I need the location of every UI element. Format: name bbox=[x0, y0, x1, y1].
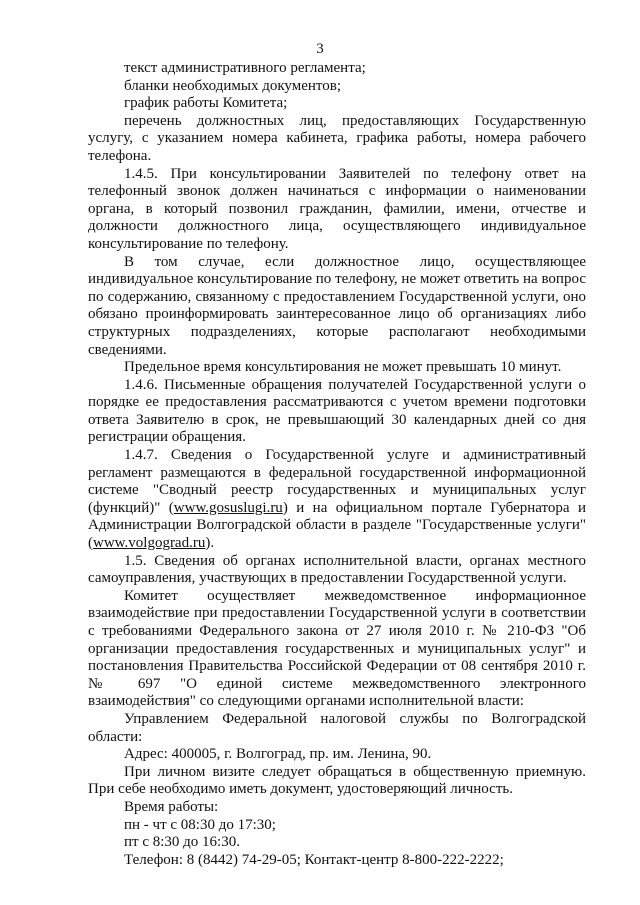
paragraph-tax-office: Управлением Федеральной налоговой службы по Волгоградской области: bbox=[88, 710, 586, 745]
document-body bbox=[88, 60, 586, 869]
paragraph-1-4-7-part-b: ) и на официальном портале Губернатора и Администрации Волгоградской области в разделе "Государственные услуги" ( bbox=[88, 499, 586, 552]
paragraph-committee-interaction: Комитет осуществляет межведомственное информационное взаимодействие при предоставлении Государственной услуги в соответствии с требованиями Федерального закона от 27 июля 2010 г. № 210-ФЗ "Об организации предоставления государственных и муниципальных услуг" и постановления Правительства Российской Федерации от 08 сентября 2010 г. № 697 "О единой системе межведомственного электронного взаимодействия" со следующими органами исполнительной власти: bbox=[88, 587, 586, 710]
list-item-regulation-text: текст административного регламента; bbox=[124, 60, 366, 76]
paragraph-time-limit: Предельное время консультирования не может превышать 10 минут. bbox=[124, 359, 562, 376]
volgograd-link[interactable]: www.volgograd.ru bbox=[93, 535, 206, 552]
paragraph-1-4-5: 1.4.5. При консультировании Заявителей по телефону ответ на телефонный звонок должен начинаться с информации о наименовании органа, в который позвонил гражданин, фамилии, имени, отчестве и должности должностного лица, осуществляющего индивидуальное консультирование по телефону. bbox=[88, 165, 586, 252]
paragraph-address: Адрес: 400005, г. Волгоград, пр. им. Ленина, 90. bbox=[124, 746, 432, 763]
list-item-committee-schedule: график работы Комитета; bbox=[124, 95, 288, 112]
paragraph-1-4-7-part-c: ). bbox=[205, 535, 215, 552]
paragraph-1-4-7-part-a: 1.4.7. Сведения о Государственной услуге и административный регламент размещаются в федеральной государственной информационной системе "Сводный реестр государственных и муниципальных услуг (функций)" ( bbox=[88, 447, 586, 516]
working-hours-fri: пт с 8:30 до 16:30. bbox=[124, 834, 240, 851]
page-number: 3 bbox=[316, 41, 324, 57]
working-hours-label: Время работы: bbox=[124, 798, 219, 815]
paragraph-1-4-7 bbox=[88, 447, 586, 553]
paragraph-1-5: 1.5. Сведения об органах исполнительной власти, органах местного самоуправления, участвующих в предоставлении Государственной услуги. bbox=[88, 552, 586, 587]
paragraph-phone: Телефон: 8 (8442) 74-29-05; Контакт-центр 8-800-222-2222; bbox=[124, 851, 504, 868]
list-item-document-forms: бланки необходимых документов; bbox=[124, 77, 342, 94]
paragraph-personal-visit: При личном визите следует обращаться в общественную приемную. При себе необходимо иметь документ, удостоверяющий личность. bbox=[88, 763, 586, 798]
gosuslugi-link[interactable]: www.gosuslugi.ru bbox=[173, 499, 283, 516]
paragraph-phone-consultation-case: В том случае, если должностное лицо, осуществляющее индивидуальное консультирование по телефону, не может ответить на вопрос по содержанию, связанному с предоставлением Государственной услуги, оно обязано проинформировать заинтересованное лицо об организациях либо структурных подразделениях, которые располагают необходимыми сведениями. bbox=[88, 253, 586, 358]
paragraph-officials-list: перечень должностных лиц, предоставляющих Государственную услугу, с указанием номера кабинета, графика работы, номера рабочего телефона. bbox=[88, 112, 586, 164]
paragraph-1-4-6: 1.4.6. Письменные обращения получателей Государственной услуги о порядке ее предоставления рассматриваются с учетом времени подготовки ответа Заявителю в срок, не превышающий 30 календарных дней со дня регистрации обращения. bbox=[88, 376, 586, 446]
working-hours-mon-thu: пн - чт с 08:30 до 17:30; bbox=[124, 816, 276, 833]
